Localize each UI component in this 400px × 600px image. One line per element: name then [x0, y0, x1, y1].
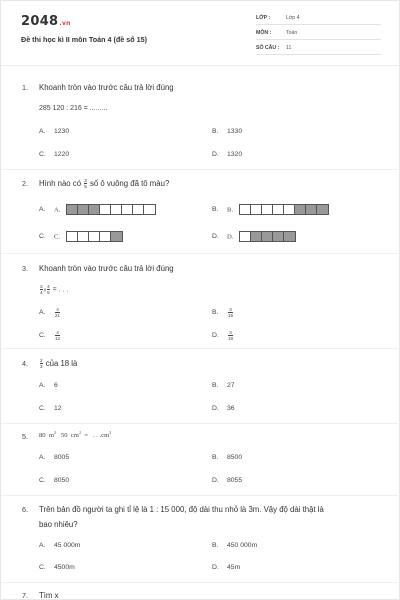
empty-cell: [240, 232, 251, 241]
option-b[interactable]: B. 450 000m: [212, 542, 258, 549]
exam-page: 2048.vn Đề thi học kì II môn Toán 4 (đề số 15) LỚP : Lớp 4 MÔN : Toán SỐ CÂU : 11 1. Khoanh tròn vào trước câu trả lời đúng 285 120 : 216 = ......... A. 1230 B. 1330 C. 1220 D. 1320 2. Hình nào có $\frac{3}{5}$ số ô vuông đã tô màu? A. A. B. B. C. C. D. D. 3. Khoanh tròn vào trước câu trả lời đúng $\frac{3}{4}$ x $\frac{4}{5}$ = . . . A. $\frac{4}{21}$ B. $\frac{3}{15}$ C. $\frac{4}{12}$ D. $\frac{3}{18}$ 4. $\frac{2}{3}$ của 18 là A. 6 B. 27 C. 12 D. 36 5. 80 $m^2$ 50 $cm^2$ = . . $.cm^2$ A. 8005 B. 8500 C. 8050 D. 8055 6. Trên bản đồ người ta ghi tỉ lệ là 1 : 15 000, độ dài thu nhỏ là 3m. Vậy độ dài thật là bao nhiêu? A. 45 000m B. 450 000m C. 4500m D. 45m 7. Tìm x: [0, 0, 400, 600]
option-c[interactable]: C. 8050: [39, 477, 70, 484]
question-expression: 285 120 : 216 = .........: [39, 105, 108, 112]
empty-cell: [78, 232, 89, 241]
question-text: Trên bản đồ người ta ghi tỉ lệ là 1 : 15 000, độ dài thu nhỏ là 3m. Vậy độ dài thật là bao nhiêu?: [39, 505, 324, 529]
grid-figure-a: [66, 204, 156, 215]
meta-subject: MÔN : Toán: [256, 26, 381, 40]
shaded-cell: [317, 205, 328, 214]
empty-cell: [67, 232, 78, 241]
empty-cell: [122, 205, 133, 214]
question-expression: 80 $m^2$ 50 $cm^2$ = . . $.cm^2$: [39, 430, 112, 440]
option-a[interactable]: A. A.: [39, 204, 156, 215]
empty-cell: [262, 205, 273, 214]
grid-figure-d: [239, 231, 296, 242]
question-divider: [1, 495, 400, 496]
option-d[interactable]: D. 1320: [212, 151, 243, 158]
empty-cell: [144, 205, 155, 214]
shaded-cell: [78, 205, 89, 214]
option-a[interactable]: A. 1230: [39, 128, 70, 135]
option-c[interactable]: C. $\frac{4}{12}$: [39, 330, 61, 341]
empty-cell: [240, 205, 251, 214]
shaded-cell: [67, 205, 78, 214]
shaded-cell: [251, 232, 262, 241]
shaded-cell: [284, 232, 295, 241]
shaded-cell: [306, 205, 317, 214]
option-d[interactable]: D. D.: [212, 231, 296, 242]
question-divider: [1, 582, 400, 583]
option-c[interactable]: C. 4500m: [39, 564, 75, 571]
question-text: Khoanh tròn vào trước câu trả lời đúng: [39, 264, 174, 273]
option-c[interactable]: C. 12: [39, 405, 62, 412]
site-logo[interactable]: 2048.vn: [21, 14, 71, 29]
grid-figure-c: [66, 231, 123, 242]
shaded-cell: [111, 232, 122, 241]
empty-cell: [284, 205, 295, 214]
shaded-cell: [89, 205, 100, 214]
empty-cell: [89, 232, 100, 241]
question-divider: [1, 423, 400, 424]
question-text: $\frac{2}{3}$ của 18 là: [40, 358, 78, 370]
question-divider: [1, 169, 400, 170]
empty-cell: [251, 205, 262, 214]
shaded-cell: [295, 205, 306, 214]
exam-header: [1, 1, 400, 65]
empty-cell: [100, 232, 111, 241]
option-b[interactable]: B. $\frac{3}{15}$: [212, 307, 234, 318]
option-c[interactable]: C. 1220: [39, 151, 70, 158]
option-d[interactable]: D. $\frac{3}{18}$: [212, 330, 234, 341]
question-text: Khoanh tròn vào trước câu trả lời đúng: [39, 83, 174, 92]
meta-question-count: SỐ CÂU : 11: [256, 41, 381, 55]
grid-figure-b: [239, 204, 329, 215]
option-b[interactable]: B. 8500: [212, 454, 243, 461]
question-divider: [1, 253, 400, 254]
header-divider: [1, 65, 400, 66]
option-b[interactable]: B. 27: [212, 382, 235, 389]
question-divider: [1, 348, 400, 349]
empty-cell: [100, 205, 111, 214]
exam-title: Đề thi học kì II môn Toán 4 (đề số 15): [21, 35, 148, 44]
shaded-cell: [262, 232, 273, 241]
option-d[interactable]: D. 36: [212, 405, 235, 412]
empty-cell: [111, 205, 122, 214]
question-text: Hình nào có $\frac{3}{5}$ số ô vuông đã tô màu?: [39, 178, 170, 190]
meta-class: LỚP : Lớp 4: [256, 11, 381, 25]
option-a[interactable]: A. 45 000m: [39, 542, 81, 549]
option-b[interactable]: B. B.: [212, 204, 329, 215]
empty-cell: [133, 205, 144, 214]
shaded-cell: [273, 232, 284, 241]
option-b[interactable]: B. 1330: [212, 128, 243, 135]
empty-cell: [273, 205, 284, 214]
question-expression: $\frac{3}{4}$ x $\frac{4}{5}$ = . . .: [40, 284, 69, 295]
option-a[interactable]: A. 6: [39, 382, 58, 389]
fraction: $\frac{3}{5}$: [84, 178, 87, 190]
option-a[interactable]: A. 8005: [39, 454, 70, 461]
option-d[interactable]: D. 8055: [212, 477, 243, 484]
option-c[interactable]: C. C.: [39, 231, 123, 242]
option-a[interactable]: A. $\frac{4}{21}$: [39, 307, 61, 318]
question-text: Tìm x: [39, 591, 59, 600]
option-d[interactable]: D. 45m: [212, 564, 241, 571]
